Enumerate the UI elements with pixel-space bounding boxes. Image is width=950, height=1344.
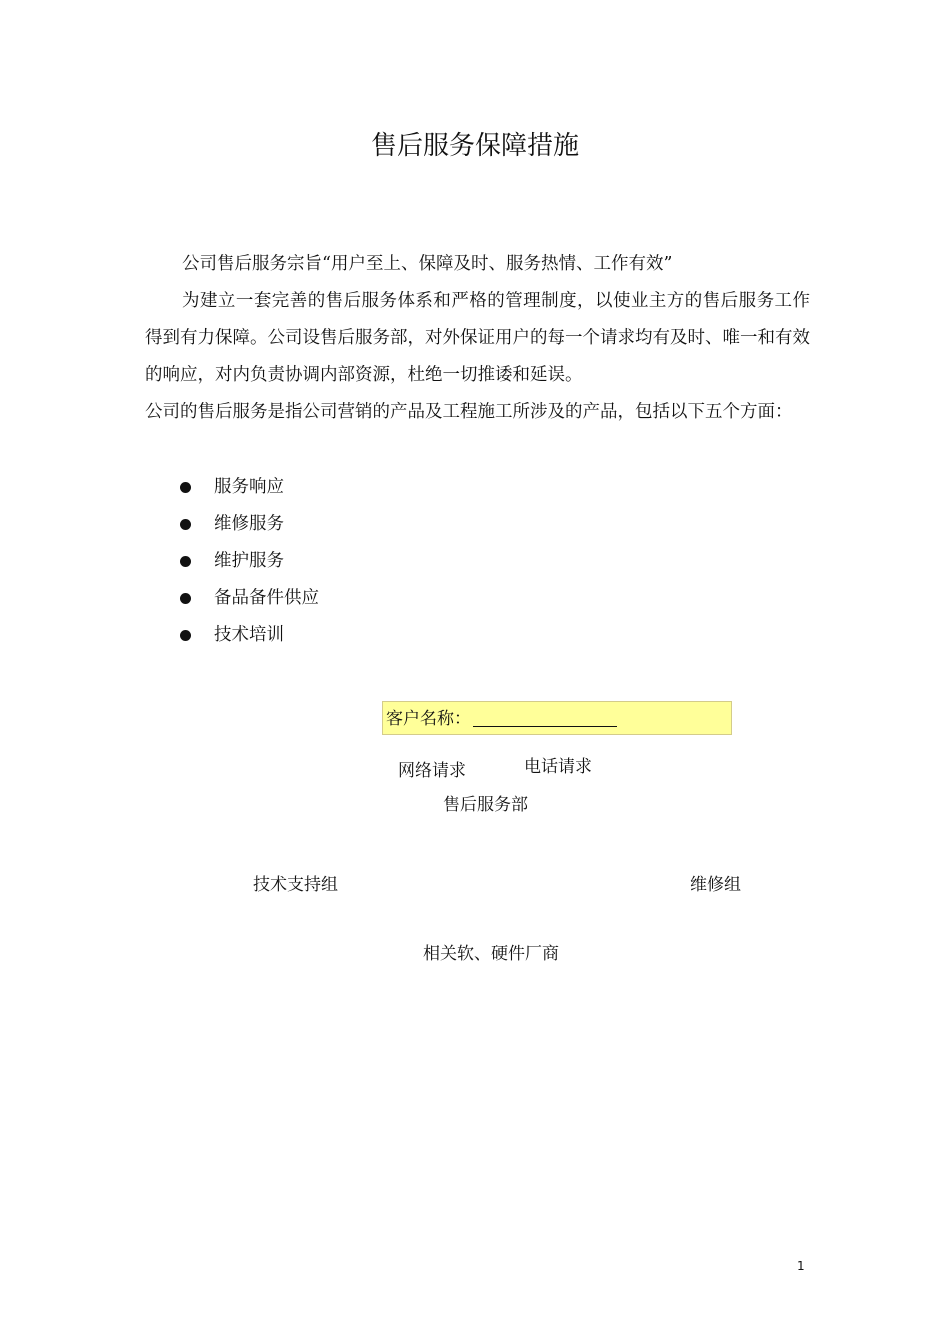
vendors-node: 相关软、硬件厂商 [423,944,559,964]
page-number: 1 [797,1259,805,1273]
tech-support-group-node: 技术支持组 [253,875,338,895]
list-item-label: 技术培训 [214,625,284,645]
customer-name-label: 客户名称： [386,709,471,729]
customer-name-box [382,701,732,735]
service-department-node: 售后服务部 [443,795,528,815]
bullet-icon [180,556,191,567]
phone-request-node: 电话请求 [524,757,592,777]
list-item-label: 备品备件供应 [214,588,319,608]
network-request-node: 网络请求 [398,761,466,781]
list-item-label: 维护服务 [214,551,284,571]
list-item [180,617,319,654]
list-item [180,543,319,580]
bullet-icon [180,482,191,493]
list-item-label: 维修服务 [214,514,284,534]
list-item [180,580,319,617]
bullet-icon [180,519,191,530]
service-aspects-list [180,469,319,654]
paragraph-service-scope: 公司的售后服务是指公司营销的产品及工程施工所涉及的产品，包括以下五个方面： [145,402,793,422]
page-title: 售后服务保障措施 [370,131,579,161]
list-item [180,506,319,543]
list-item-label: 服务响应 [214,477,284,497]
paragraph-service-purpose: 公司售后服务宗旨“用户至上、保障及时、服务热情、工作有效” [182,254,673,274]
list-item [180,469,319,506]
paragraph-service-system: 为建立一套完善的售后服务体系和严格的管理制度，以使业主方的售后服务工作得到有力保障。公司设售后服务部，对外保证用户的每一个请求均有及时、唯一和有效的响应，对内负责协调内部资源，杜绝一切推诿和延误。 [145,291,810,385]
repair-group-node: 维修组 [690,875,741,895]
bullet-icon [180,593,191,604]
customer-name-blank [473,702,617,727]
bullet-icon [180,630,191,641]
